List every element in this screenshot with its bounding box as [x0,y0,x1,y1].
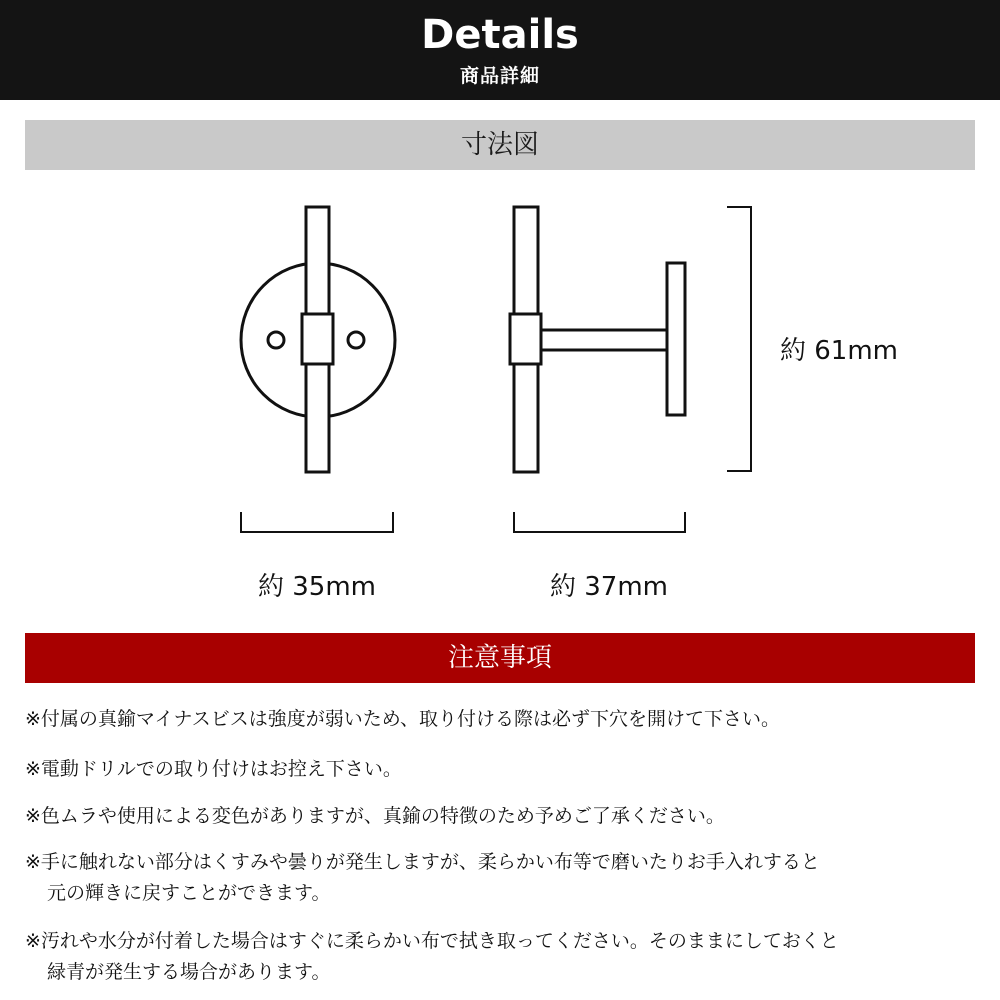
front-width-label: 約 35mm [258,572,377,602]
side-stem [541,330,669,350]
dimension-diagram [0,170,1000,630]
note-text: ※汚れや水分が付着した場合はすぐに柔らかい布で拭き取ってください。そのままにしておくと [25,930,839,952]
note-item [25,801,985,832]
dimensions-heading: 寸法図 [25,120,975,170]
note-item [25,847,985,909]
height-label: 約 61mm [780,336,899,366]
page-title: Details [421,12,579,58]
side-hub [510,314,541,364]
note-item [25,754,985,785]
note-text-continued: 緑青が発生する場合があります。 [47,961,331,983]
side-width-label: 約 37mm [550,572,669,602]
note-text: ※付属の真鍮マイナスビスは強度が弱いため、取り付ける際は必ず下穴を開けて下さい。 [25,708,781,730]
height-dimension-line [727,207,751,471]
note-text: ※電動ドリルでの取り付けはお控え下さい。 [25,758,402,780]
note-text: ※手に触れない部分はくすみや曇りが発生しますが、柔らかい布等で磨いたりお手入れすると [25,851,820,873]
side-width-dimension-line [514,512,685,532]
front-width-dimension-line [241,512,393,532]
note-item [25,926,985,988]
notes-heading: 注意事項 [25,633,975,683]
header [0,0,1000,100]
note-text: ※色ムラや使用による変色がありますが、真鍮の特徴のため予めご了承ください。 [25,805,725,827]
page-subtitle: 商品詳細 [459,65,540,87]
screw-hole-left [268,332,284,348]
screw-hole-right [348,332,364,348]
note-text-continued: 元の輝きに戻すことができます。 [47,882,331,904]
side-base-plate [667,263,685,415]
front-hub [302,314,333,364]
note-item [25,704,985,735]
